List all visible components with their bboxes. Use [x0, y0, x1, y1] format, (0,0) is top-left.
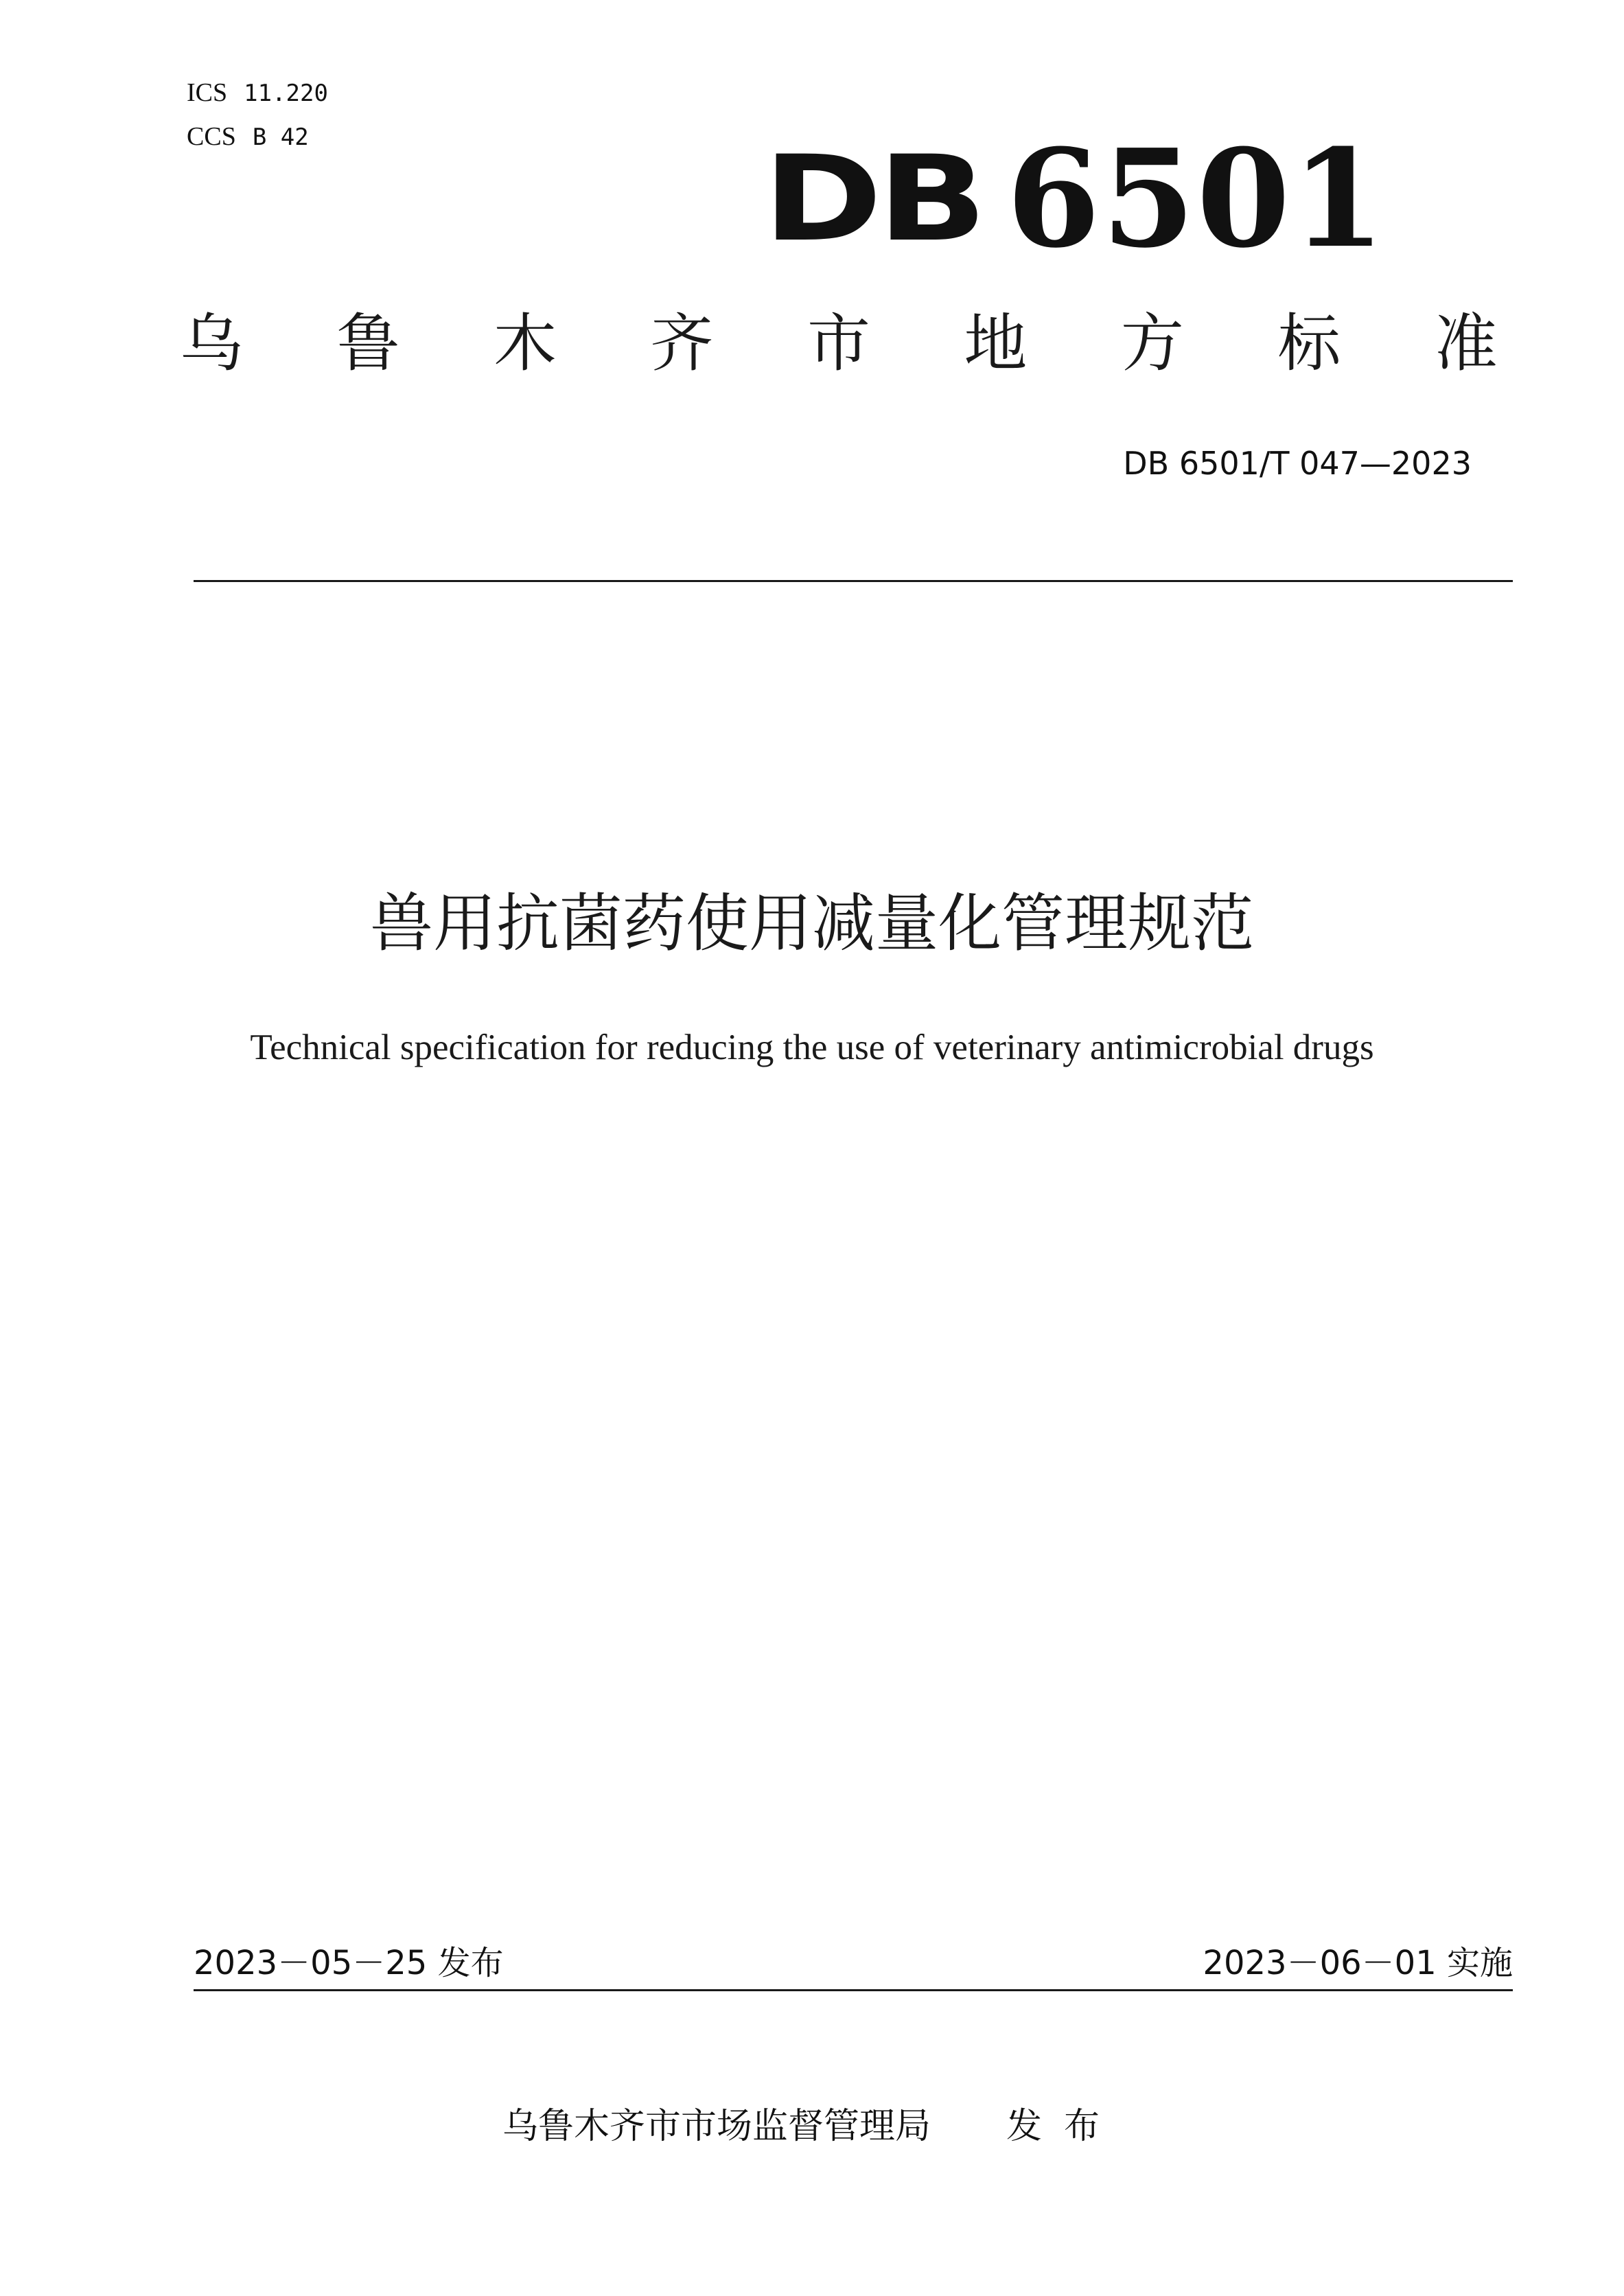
ccs-classification [187, 124, 309, 150]
issue-date: 2023－05－25 发布 [194, 1944, 504, 1982]
standard-type-char: 鲁 [336, 307, 400, 380]
db-standard-mark [762, 120, 1387, 278]
publisher-name: 乌鲁木齐市市场监督管理局 [502, 2106, 931, 2147]
publisher-action: 发布 [1006, 2106, 1122, 2147]
standard-type-char: 方 [1120, 307, 1184, 380]
standard-number: DB 6501/T 047—2023 [1123, 445, 1472, 482]
standard-type-char: 木 [493, 307, 557, 380]
document-title-chinese: 兽用抗菌药使用减量化管理规范 [369, 887, 1254, 960]
db-letters: DB [762, 130, 982, 268]
standard-type-char: 准 [1434, 307, 1498, 380]
ics-code: 11.220 [244, 80, 328, 107]
ccs-label: CCS [187, 122, 236, 151]
ccs-code: B 42 [252, 124, 309, 151]
header-divider [194, 580, 1513, 582]
standard-type-char: 乌 [180, 307, 244, 380]
standard-type-char: 标 [1277, 307, 1341, 380]
db-region-number: 6501 [1006, 120, 1387, 278]
document-title-english: Technical specification for reducing the use of veterinary antimicrobial drugs [250, 1028, 1374, 1067]
standard-type-char: 地 [964, 307, 1028, 380]
ics-label: ICS [187, 78, 228, 107]
ics-classification [187, 80, 328, 106]
footer-divider [194, 1989, 1513, 1991]
standard-type-char: 齐 [650, 307, 714, 380]
standard-type-char: 市 [807, 307, 870, 380]
standard-type-heading [180, 307, 1498, 380]
effective-date: 2023－06－01 实施 [1203, 1944, 1513, 1982]
publisher-line [0, 2106, 1624, 2147]
